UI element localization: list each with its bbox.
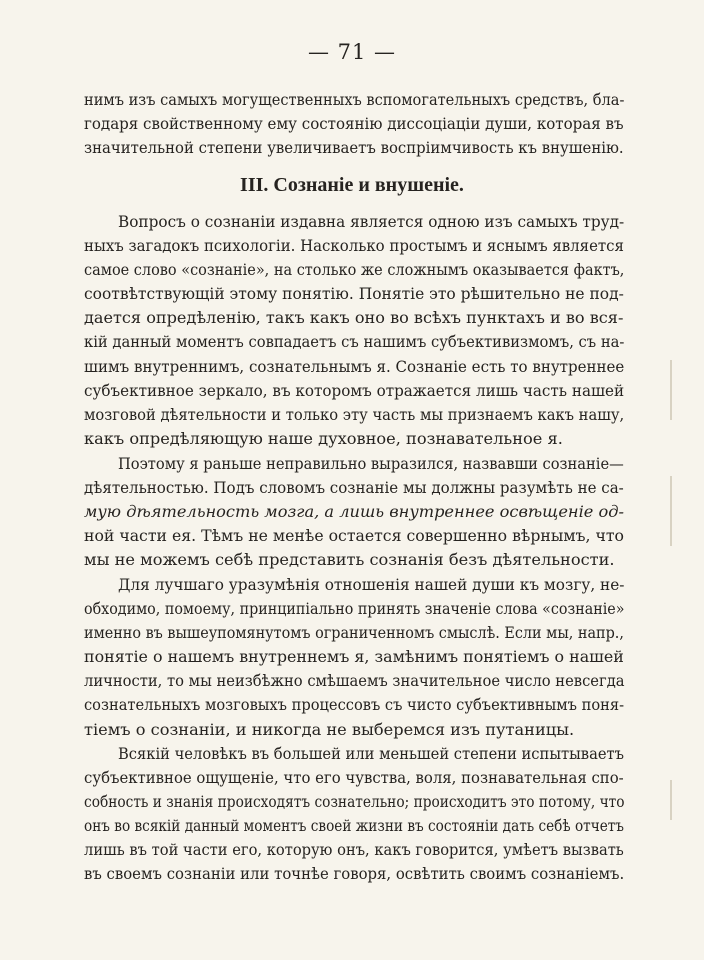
text-line xyxy=(84,112,624,136)
line-text: субъективное ощущеніе, что его чувства, воля, познавательная спо- xyxy=(84,768,624,788)
text-line xyxy=(84,136,624,160)
line-text: лишь въ той части его, которую онъ, какъ говорится, умѣетъ вызвать xyxy=(84,840,624,860)
line-text: ныхъ загадокъ психологіи. Насколько простымъ и яснымъ является xyxy=(84,236,624,256)
text-line xyxy=(84,838,624,862)
text-line xyxy=(84,355,624,379)
text-line xyxy=(84,234,624,258)
line-text: Вопросъ о сознаніи издавна является одною изъ самыхъ труд- xyxy=(118,212,625,231)
line-text: кій данный моментъ совпадаетъ съ нашимъ субъективизмомъ, съ на- xyxy=(84,332,625,352)
line-text: тіемъ о сознаніи, и никогда не выберемся изъ путаницы. xyxy=(84,719,575,739)
paragraph-4 xyxy=(84,742,624,887)
line-text: значительной степени увеличиваетъ воспріимчивость къ внушенію. xyxy=(84,138,624,158)
text-line xyxy=(84,524,624,548)
line-text: соотвѣтствующій этому понятію. Понятіе это рѣшительно не под- xyxy=(84,284,624,304)
line-text: годаря свойственному ему состоянію диссоціаціи души, которая въ xyxy=(84,114,624,134)
text-line xyxy=(84,500,624,524)
paragraph-1 xyxy=(84,210,624,451)
section-heading: III. Сознаніе и внушеніе. xyxy=(240,174,464,196)
paragraph-3 xyxy=(84,573,624,742)
line-text: личности, то мы неизбѣжно смѣшаемъ значительное число невсегда xyxy=(84,671,625,691)
text-line xyxy=(84,379,624,403)
text-line xyxy=(84,645,624,669)
text-line xyxy=(84,669,624,693)
line-text: шимъ внутреннимъ, сознательнымъ я. Сознаніе есть то внутреннее xyxy=(84,356,625,376)
line-text: самое слово «сознаніе», на столько же сложнымъ оказывается фактъ, xyxy=(84,260,625,280)
line-text: ной части ея. Тѣмъ не менѣе остается совершенно вѣрнымъ, что xyxy=(84,526,624,546)
line-text: мы не можемъ себѣ представить сознанія безъ дѣятельности. xyxy=(84,550,615,570)
line-text: Всякій человѣкъ въ большей или меньшей степени испытываетъ xyxy=(118,744,624,763)
line-text: мозговой дѣятельности и только эту часть мы признаемъ какъ нашу, xyxy=(84,404,625,424)
text-line xyxy=(84,621,624,645)
text-line xyxy=(84,258,624,282)
line-text: какъ опредѣляющую наше духовное, познавательное я. xyxy=(84,428,563,448)
line-text: мую дѣятельность мозга, а лишь внутреннее освѣщеніе од- xyxy=(84,502,624,522)
intro-paragraph xyxy=(84,88,624,160)
text-line xyxy=(84,210,624,234)
text-line xyxy=(84,306,624,330)
line-text: субъективное зеркало, въ которомъ отражается лишь часть нашей xyxy=(84,380,625,400)
line-text: сознательныхъ мозговыхъ процессовъ съ чисто субъективнымъ поня- xyxy=(84,695,625,715)
text-line xyxy=(84,693,624,717)
text-line xyxy=(84,403,624,427)
text-line xyxy=(84,597,624,621)
text-line xyxy=(84,862,624,886)
line-text: въ своемъ сознаніи или точнѣе говоря, освѣтить своимъ сознаніемъ. xyxy=(84,864,625,884)
text-line xyxy=(84,573,624,597)
line-text: онъ во всякій данный моментъ своей жизни въ состояніи дать себѣ отчетъ xyxy=(84,816,624,836)
paragraph-2 xyxy=(84,452,624,572)
margin-mark xyxy=(670,360,672,420)
line-text: дается опредѣленію, такъ какъ оно во всѣхъ пунктахъ и во вся- xyxy=(84,308,624,328)
line-text: дѣятельностью. Подъ словомъ сознаніе мы должны разумѣть не са- xyxy=(84,478,624,498)
text-line xyxy=(84,88,624,112)
text-line xyxy=(84,330,624,354)
text-line xyxy=(84,452,624,476)
page-number: — 71 — xyxy=(307,40,397,64)
line-text: нимъ изъ самыхъ могущественныхъ вспомогательныхъ средствъ, бла- xyxy=(84,90,625,109)
line-text: понятіе о нашемъ внутреннемъ я, замѣнимъ понятіемъ о нашей xyxy=(84,647,624,667)
text-line xyxy=(84,814,624,838)
text-line xyxy=(84,427,624,451)
text-line xyxy=(84,790,624,814)
margin-mark xyxy=(670,780,672,820)
line-text: Поэтому я раньше неправильно выразился, назвавши сознаніе— xyxy=(118,454,624,473)
text-line xyxy=(84,476,624,500)
line-text: обходимо, помоему, принципіально принять значеніе слова «сознаніе» xyxy=(84,599,625,619)
text-line xyxy=(84,718,624,742)
text-line xyxy=(84,742,624,766)
margin-mark xyxy=(670,476,672,546)
line-text: именно въ вышеупомянутомъ ограниченномъ смыслѣ. Если мы, напр., xyxy=(84,623,624,643)
line-text: собность и знанія происходятъ сознательно; происходитъ это потому, что xyxy=(84,792,625,812)
text-line xyxy=(84,548,624,572)
text-line xyxy=(84,282,624,306)
text-line xyxy=(84,766,624,790)
line-text: Для лучшаго уразумѣнія отношенія нашей души къ мозгу, не- xyxy=(118,575,625,594)
